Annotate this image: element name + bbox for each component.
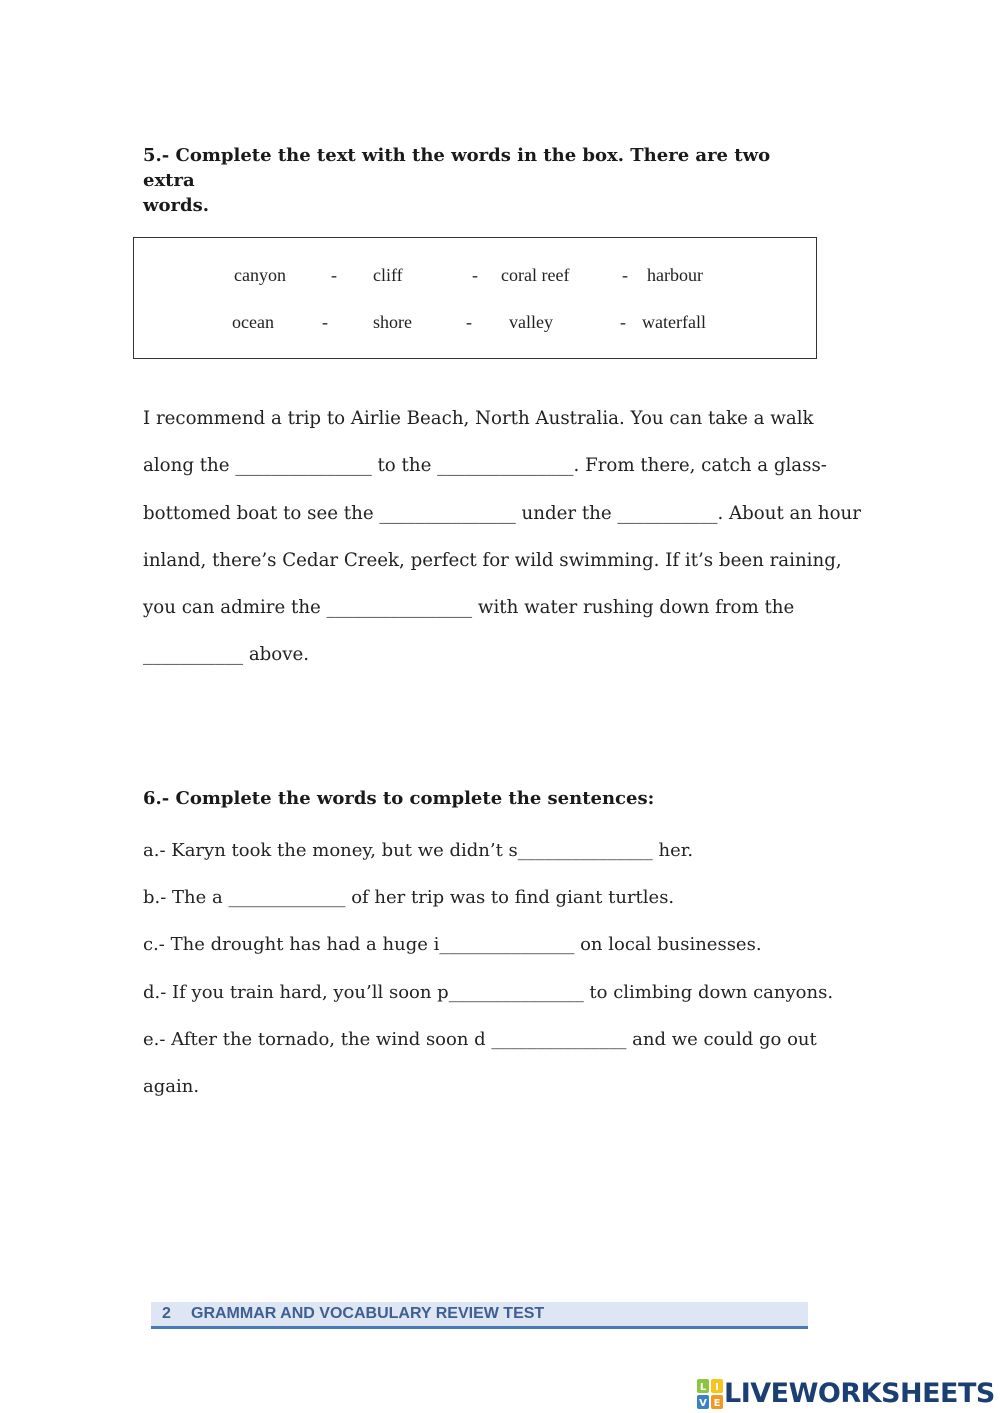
exercise-5-text-line: you can admire the ________________ with water rushing down from the [143,597,795,618]
svg-text:L: L [699,1382,707,1393]
word-box-separator: - [331,265,337,285]
exercise-5-text-line: inland, there’s Cedar Creek, perfect for wild swimming. If it’s been raining, [143,550,842,571]
word-box-word: ocean [232,312,274,332]
svg-text:E: E [713,1398,721,1409]
svg-text:I: I [715,1382,719,1393]
liveworksheets-logo-icon [697,1379,723,1409]
word-box-word: coral reef [501,265,570,285]
exercise-5-text-line: bottomed boat to see the _______________ under the ___________. About an hour [143,503,861,524]
word-box-word: shore [373,312,412,332]
exercise-5-heading-line1: 5.- Complete the text with the words in the box. There are two extra [143,145,771,191]
liveworksheets-brand-text: LIVEWORKSHEETS [724,1378,995,1409]
word-box-word: harbour [647,265,703,285]
word-box-separator: - [622,265,628,285]
page-number: 2 [162,1305,171,1322]
word-box-word: valley [509,312,553,332]
exercise-6-sentence: d.- If you train hard, you’ll soon p_______________ to climbing down canyons. [143,982,834,1003]
exercise-6-sentence: again. [143,1076,200,1097]
word-box-word: waterfall [642,312,706,332]
exercise-5-text-line: I recommend a trip to Airlie Beach, North Australia. You can take a walk [143,408,814,429]
exercise-6-sentence: b.- The a _____________ of her trip was to find giant turtles. [143,887,675,908]
exercise-6-sentence: e.- After the tornado, the wind soon d _______________ and we could go out [143,1029,817,1050]
page-footer [151,1302,808,1329]
exercise-5-text-line: along the _______________ to the _______________. From there, catch a glass- [143,455,827,476]
exercise-6-heading: 6.- Complete the words to complete the sentences: [143,788,655,809]
exercise-5-heading [143,143,803,218]
word-box-word: cliff [373,265,403,285]
word-box-separator: - [322,312,328,332]
word-box-separator: - [466,312,472,332]
word-box [133,237,817,359]
exercise-5-text-line: ___________ above. [143,644,310,665]
word-box-word: canyon [234,265,286,285]
word-box-separator: - [472,265,478,285]
footer-title: GRAMMAR AND VOCABULARY REVIEW TEST [191,1305,545,1322]
word-box-separator: - [620,312,626,332]
exercise-6-sentence: a.- Karyn took the money, but we didn’t s_______________ her. [143,840,694,861]
exercise-6-sentence: c.- The drought has had a huge i_______________ on local businesses. [143,934,762,955]
exercise-5-heading-line2: words. [143,195,209,216]
svg-text:V: V [699,1398,707,1409]
